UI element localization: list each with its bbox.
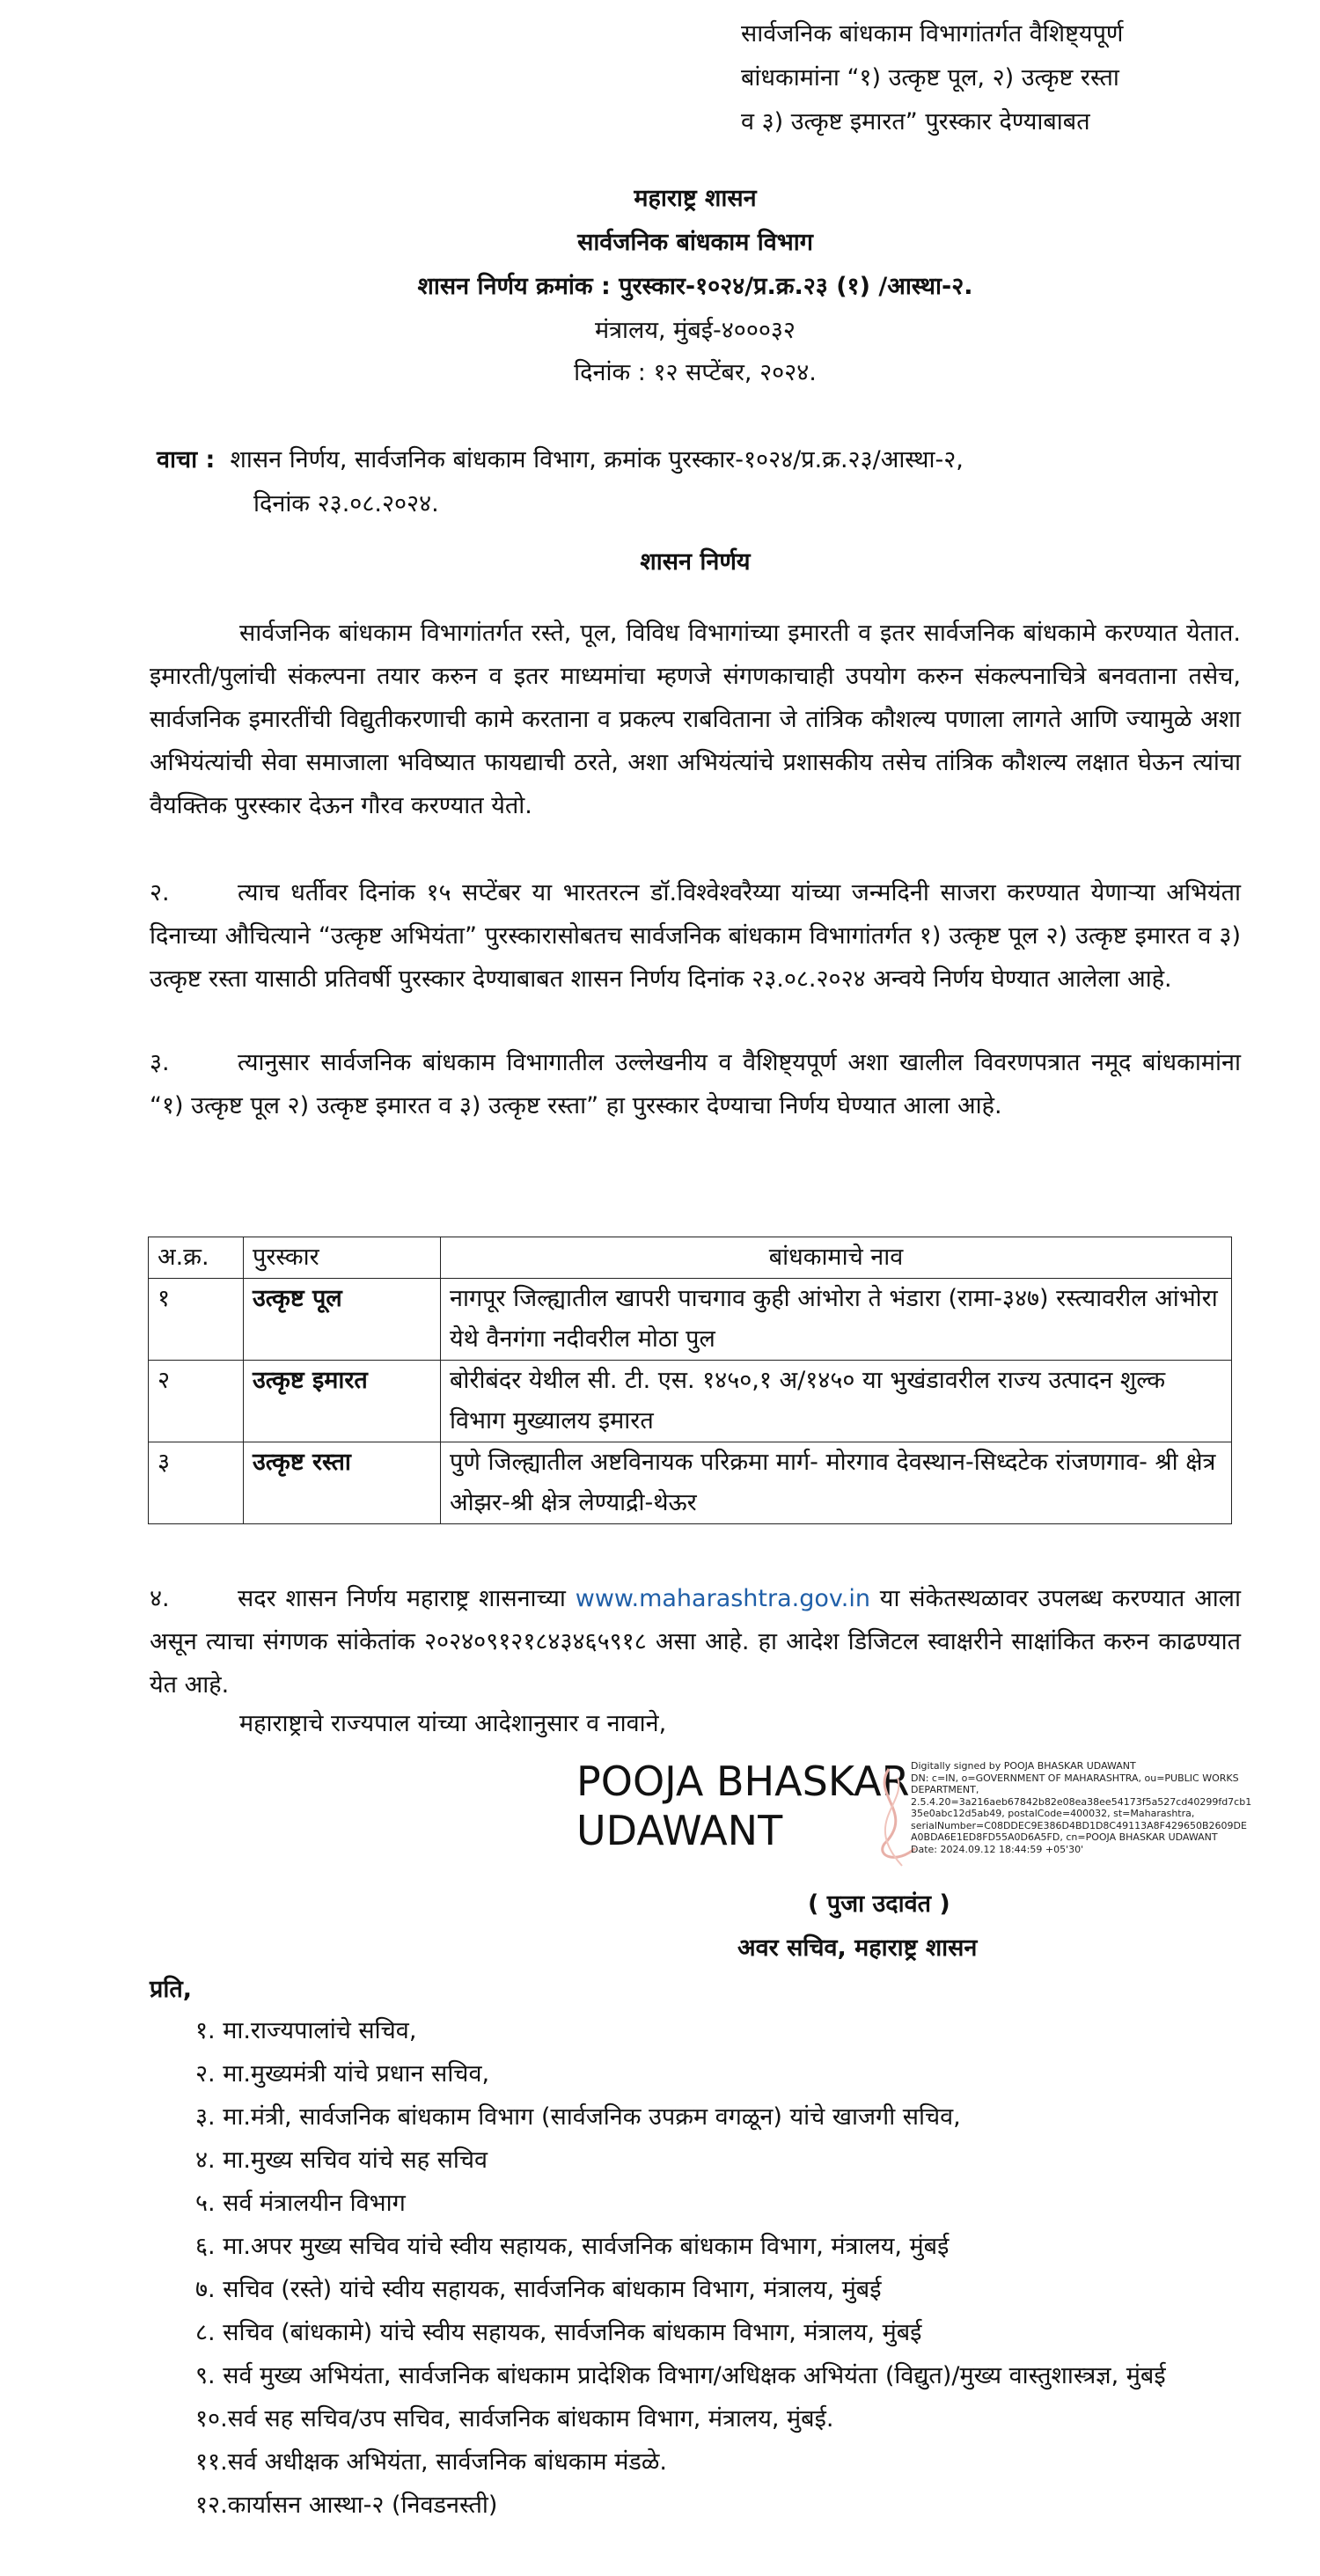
- signature-detail-line: serialNumber=C08DDEC9E386D4BD1D8C49113A8F429650B2609DE: [911, 1819, 1247, 1831]
- list-item: १०.सर्व सह सचिव/उप सचिव, सार्वजनिक बांधकाम विभाग, मंत्रालय, मुंबई.: [195, 2405, 834, 2433]
- list-item: ११.सर्व अधीक्षक अभियंता, सार्वजनिक बांधकाम मंडळे.: [195, 2448, 667, 2476]
- distribution-list: [195, 2009, 1276, 2527]
- gr-date: दिनांक : १२ सप्टेंबर, २०२४.: [574, 359, 817, 386]
- list-item: ३. मा.मंत्री, सार्वजनिक बांधकाम विभाग (सार्वजनिक उपक्रम वगळून) यांचे खाजगी सचिव,: [195, 2103, 961, 2131]
- subject-block: [741, 12, 1287, 144]
- signature-detail-line: Digitally signed by POOJA BHASKAR UDAWANT: [911, 1760, 1136, 1772]
- reference-block: [157, 438, 1257, 526]
- paragraph-3-text: त्यानुसार सार्वजनिक बांधकाम विभागातील उल्लेखनीय व वैशिष्ट्यपूर्ण अशा खालील विवरणपत्रात नमूद बांधकामांना “१) उत्कृष्ट पूल २) उत्कृष्ट इमारत व ३) उत्कृष्ट रस्ता” हा पुरस्कार देण्याचा निर्णय घेण्यात आला आहे.: [150, 1049, 1241, 1119]
- list-item: ९. सर्व मुख्य अभियंता, सार्वजनिक बांधकाम प्रादेशिक विभाग/अधिक्षक अभियंता (विद्युत)/मुख्य वास्तुशास्त्रज्ञ, मुंबई: [195, 2362, 1166, 2389]
- list-item: १२.कार्यासन आस्था-२ (निवडनस्ती): [195, 2492, 498, 2519]
- website-link[interactable]: www.maharashtra.gov.in: [575, 1585, 870, 1612]
- signature-name-line: POOJA BHASKAR: [576, 1758, 910, 1805]
- signature-detail-line: 2.5.4.20=3a216aeb67842b82e08ea38ee54173f5a527cd40299fd7cb1: [911, 1795, 1252, 1808]
- signature-detail-line: A0BDA6E1ED8FD55A0D6A5FD, cn=POOJA BHASKAR UDAWANT: [911, 1831, 1218, 1843]
- work-cell: बोरीबंदर येथील सी. टी. एस. १४५०,१ अ/१४५० या भुखंडावरील राज्य उत्पादन शुल्क विभाग मुख्यालय इमारत: [441, 1361, 1232, 1442]
- table-row: [149, 1361, 1232, 1442]
- column-header: बांधकामाचे नाव: [441, 1237, 1232, 1279]
- signatory-marathi-name: ( पुजा उदावंत ): [808, 1890, 950, 1918]
- table-row: [149, 1279, 1232, 1361]
- paragraph-1: सार्वजनिक बांधकाम विभागांतर्गत रस्ते, पूल, विविध विभागांच्या इमारती व इतर सार्वजनिक बांधकामे करण्यात येतात. इमारती/पुलांची संकल्पना तयार करुन व इतर माध्यमांचा म्हणजे संगणकाचाही उपयोग करुन संकल्पनाचित्रे बनवताना तसेच, सार्वजनिक इमारतींची विद्युतीकरणाची कामे करताना व प्रकल्प राबविताना जे तांत्रिक कौशल्य पणाला लागते आणि ज्यामुळे अशा अभियंत्यांची सेवा समाजाला भविष्यात फायद्याची ठरते, अशा अभियंत्यांचे प्रशासकीय तसेच तांत्रिक कौशल्य लक्षात घेऊन त्यांचा वैयक्तिक पुरस्कार देऊन गौरव करण्यात येतो.: [150, 620, 1241, 819]
- list-item: ४. मा.मुख्य सचिव यांचे सह सचिव: [195, 2147, 488, 2174]
- digital-signature-details: [911, 1760, 1263, 1855]
- decision-title: शासन निर्णय: [640, 548, 751, 576]
- serial-cell: २: [149, 1361, 244, 1442]
- govt-name: महाराष्ट्र शासन: [634, 185, 757, 212]
- paragraph-number: ४.: [150, 1585, 170, 1612]
- award-cell: उत्कृष्ट इमारत: [244, 1361, 441, 1442]
- paragraph-number: २.: [150, 879, 170, 906]
- serial-cell: ३: [149, 1442, 244, 1524]
- address: मंत्रालय, मुंबई-४०००३२: [595, 317, 796, 344]
- table-row: [149, 1442, 1232, 1524]
- list-item: ७. सचिव (रस्ते) यांचे स्वीय सहायक, सार्वजनिक बांधकाम विभाग, मंत्रालय, मुंबई: [195, 2276, 882, 2303]
- list-item: ८. सचिव (बांधकामे) यांचे स्वीय सहायक, सार्वजनिक बांधकाम विभाग, मंत्रालय, मुंबई: [195, 2319, 922, 2346]
- awards-table: [148, 1237, 1232, 1524]
- reference-line-1: शासन निर्णय, सार्वजनिक बांधकाम विभाग, क्रमांक पुरस्कार-१०२४/प्र.क्र.२३/आस्था-२,: [230, 446, 964, 473]
- signature-detail-line: DN: c=IN, o=GOVERNMENT OF MAHARASHTRA, ou=PUBLIC WORKS: [911, 1772, 1239, 1784]
- work-cell: नागपूर जिल्ह्यातील खापरी पाचगाव कुही आंभोरा ते भंडारा (रामा-३४७) रस्त्यावरील आंभोरा येथे वैनगंगा नदीवरील मोठा पुल: [441, 1279, 1232, 1361]
- paragraph-number: ३.: [150, 1049, 170, 1076]
- list-item: २. मा.मुख्यमंत्री यांचे प्रधान सचिव,: [195, 2060, 490, 2088]
- list-item: ६. मा.अपर मुख्य सचिव यांचे स्वीय सहायक, सार्वजनिक बांधकाम विभाग, मंत्रालय, मुंबई: [195, 2233, 950, 2260]
- award-cell: उत्कृष्ट रस्ता: [244, 1442, 441, 1524]
- subject-line: बांधकामांना “१) उत्कृष्ट पूल, २) उत्कृष्ट रस्ता: [741, 64, 1119, 92]
- column-header: अ.क्र.: [149, 1237, 244, 1279]
- signature-detail-line: Date: 2024.09.12 18:44:59 +05'30': [911, 1843, 1084, 1855]
- reference-label: वाचा :: [157, 446, 216, 473]
- department-name: सार्वजनिक बांधकाम विभाग: [577, 229, 813, 256]
- reference-line-2: दिनांक २३.०८.२०२४.: [253, 490, 439, 517]
- table-header-row: [149, 1237, 1232, 1279]
- signature-detail-line: DEPARTMENT,: [911, 1784, 979, 1795]
- paragraph-2: [150, 871, 1241, 1001]
- list-item: ५. सर्व मंत्रालयीन विभाग: [195, 2190, 406, 2217]
- gr-number: शासन निर्णय क्रमांक : पुरस्कार-१०२४/प्र.क्र.२३ (१) /आस्था-२.: [417, 273, 973, 300]
- column-header: पुरस्कार: [244, 1237, 441, 1279]
- paragraph-4-text-after: या संकेतस्थळावर उपलब्ध करण्यात आला असून त्याचा संगणक सांकेतांक २०२४०९१२१८४३४६५९१८ असा आहे. हा आदेश डिजिटल स्वाक्षरीने साक्षांकित करुन काढण्यात येत आहे.: [150, 1585, 1241, 1699]
- signature-detail-line: 35e0abc12d5ab49, postalCode=400032, st=Maharashtra,: [911, 1808, 1195, 1819]
- signature-name-line: UDAWANT: [576, 1807, 783, 1854]
- serial-cell: १: [149, 1279, 244, 1361]
- paragraph-4-text-before: सदर शासन निर्णय महाराष्ट्र शासनाच्या: [238, 1585, 576, 1612]
- subject-line: सार्वजनिक बांधकाम विभागांतर्गत वैशिष्ट्यपूर्ण: [741, 20, 1124, 48]
- order-line: महाराष्ट्राचे राज्यपाल यांच्या आदेशानुसार व नावाने,: [239, 1710, 667, 1737]
- award-cell: उत्कृष्ट पूल: [244, 1279, 441, 1361]
- work-cell: पुणे जिल्ह्यातील अष्टविनायक परिक्रमा मार्ग- मोरगाव देवस्थान-सिध्दटेक रांजणगाव- श्री क्षेत्र ओझर-श्री क्षेत्र लेण्याद्री-थेऊर: [441, 1442, 1232, 1524]
- subject-line: व ३) उत्कृष्ट इमारत” पुरस्कार देण्याबाबत: [741, 108, 1090, 136]
- paragraph-2-text: त्याच धर्तीवर दिनांक १५ सप्टेंबर या भारतरत्न डॉ.विश्वेश्वरैय्या यांच्या जन्मदिनी साजरा करण्यात येणाऱ्या अभियंता दिनाच्या औचित्याने “उत्कृष्ट अभियंता” पुरस्कारासोबतच सार्वजनिक बांधकाम विभागांतर्गत १) उत्कृष्ट पूल २) उत्कृष्ट इमारत व ३) उत्कृष्ट रस्ता यासाठी प्रतिवर्षी पुरस्कार देण्याबाबत शासन निर्णय दिनांक २३.०८.२०२४ अन्वये निर्णय घेण्यात आलेला आहे.: [150, 879, 1241, 993]
- paragraph-4: [150, 1577, 1241, 1706]
- paragraph-3: [150, 1041, 1241, 1127]
- distribution-label: प्रति,: [150, 1976, 193, 2003]
- list-item: १. मा.राज्यपालांचे सचिव,: [195, 2017, 417, 2044]
- signatory-designation: अवर सचिव, महाराष्ट्र शासन: [737, 1934, 978, 1962]
